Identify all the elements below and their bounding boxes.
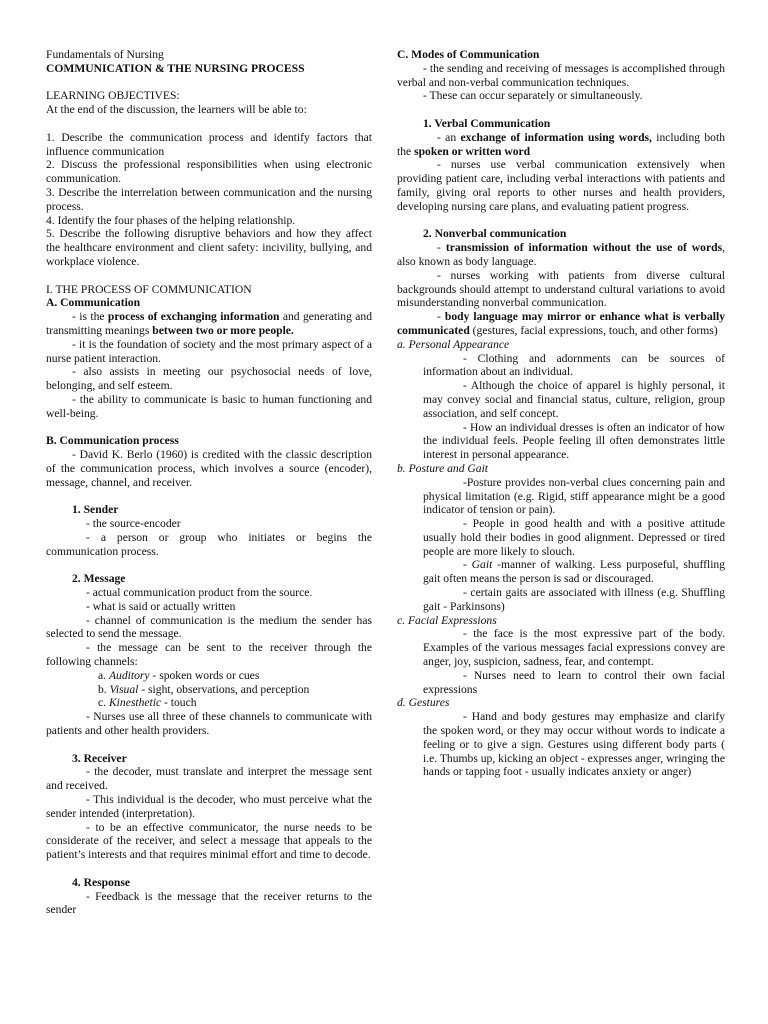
bold-text: body language may mirror or enhance what is verbally communicated [397,310,726,337]
objective-item: 1. Describe the communication process and identify factors that influence communication [46,130,372,158]
text-span: - an [437,130,461,144]
text-span: - sight, observations, and perception [138,682,310,696]
bold-text: process of exchanging information [107,310,280,324]
paragraph: - actual communication product from the source. [86,586,313,600]
paragraph: - the sending and receiving of messages is accomplished through verbal and non-verbal communication techniques. [397,61,725,89]
text-span: and generating and transmitting meanings [46,310,372,337]
item-heading: 3. Receiver [72,751,127,765]
paragraph: - channel of communication is the medium the sender has selected to send the message. [46,613,372,641]
paragraph: - Feedback is the message that the receiver returns to the sender [46,889,372,917]
paragraph: - This individual is the decoder, who must perceive what the sender intended (interpretation). [46,793,372,820]
item-heading: 1. Verbal Communication [423,116,551,130]
paragraph: -Posture provides non-verbal clues concerning pain and physical limitation (e.g. Rigid, stiff appearance might be a good indicator of tension or pain). [423,475,725,517]
paragraph: - Clothing and adornments can be sources of information about an individual. [423,351,725,379]
text-span: b. [98,682,110,696]
italic-text: Kinesthetic [108,696,162,710]
section-heading: I. THE PROCESS OF COMMUNICATION [46,282,252,296]
text-span: a. [98,668,109,682]
subsection-heading: B. Communication process [46,434,179,448]
learning-objectives-heading: LEARNING OBJECTIVES: [46,89,180,103]
subsection-heading: C. Modes of Communication [397,48,540,61]
bold-text: exchange of information using words, [460,130,652,144]
objective-item: 2. Discuss the professional responsibilities when using electronic communication. [46,158,372,186]
paragraph: - Nurses use all three of these channels to communicate with patients and other health providers. [46,710,372,738]
text-span: - [437,310,445,324]
item-heading: 4. Response [72,875,130,889]
text-span: - touch [161,696,197,710]
objective-item: 3. Describe the interrelation between communication and the nursing process. [46,185,372,213]
paragraph: - Hand and body gestures may emphasize and clarify the spoken word, or they may occur without words to indicate a feeling or to give a sign. Gestures using different body parts ( i.e. Thumbs up, kicking an object - expresses anger, wringing the hands or tapping foot - usually indicates anxiety or anger) [423,710,725,779]
paragraph [46,310,372,338]
paragraph: - the decoder, must translate and interpret the message sent and received. [46,765,372,793]
paragraph: - to be an effective communicator, the nurse needs to be considerate of the receiver, and select a message that appeals to the patient’s interests and that requires minimal effort and time to decode. [46,820,372,862]
item-heading: 2. Message [72,572,126,586]
objective-item: 5. Describe the following disruptive behaviors and how they affect the healthcare environment and client safety: incivility, bullying, and workplace violence. [46,227,372,268]
paragraph: - the message can be sent to the receiver through the following channels: [46,641,372,669]
channel-item [46,669,372,683]
paragraph: - certain gaits are associated with illness (e.g. Shuffling gait - Parkinsons) [423,586,725,613]
text-span: - spoken words or cues [149,668,260,682]
text-span: - [463,558,472,572]
paragraph [397,558,725,586]
paragraph: - what is said or actually written [86,599,236,613]
paragraph: - nurses working with patients from diverse cultural backgrounds should attempt to understand cultural variations to avoid misunderstanding nonverbal communication. [397,268,725,310]
text-span: including both the [397,130,725,158]
text-span: (gestures, facial expressions, touch, and other forms) [469,323,718,337]
italic-text: Visual [109,682,139,696]
paragraph: - the source-encoder [86,517,181,531]
text-span: , also known as body language. [397,241,725,268]
topic-label: a. Personal Appearance [397,337,510,351]
paragraph [397,131,725,159]
paragraph: - the face is the most expressive part of the body. Examples of the various messages facial expressions convey are anger, joy, suspicion, sadness, fear, and contempt. [423,627,725,669]
topic-label: b. Posture and Gait [397,461,489,475]
right-column [397,48,725,779]
paragraph: - nurses use verbal communication extensively when providing patient care, including verbal interactions with patients and family, giving oral reports to other nurses and health providers, developing nursing care plans, and evaluating patient progress. [397,158,725,213]
bold-text: spoken or written word [414,144,531,158]
channel-item [46,683,372,697]
subsection-heading: A. Communication [46,296,141,310]
paragraph: - the ability to communicate is basic to human functioning and well-being. [46,392,372,420]
paragraph: - it is the foundation of society and the most primary aspect of a nurse patient interaction. [46,337,372,365]
text-span: - is the [72,310,108,324]
document-title: COMMUNICATION & THE NURSING PROCESS [46,61,305,75]
paragraph: - Although the choice of apparel is highly personal, it may convey social and financial status, culture, religion, group association, and self concept. [423,379,725,420]
paragraph: - David K. Berlo (1960) is credited with the classic description of the communication process, which involves a source (encoder), message, channel, and receiver. [46,448,372,489]
paragraph: - These can occur separately or simultaneously. [423,89,643,103]
objective-item: 4. Identify the four phases of the helping relationship. [46,213,296,227]
paragraph [397,310,725,338]
item-heading: 2. Nonverbal communication [423,227,567,241]
italic-text: Auditory [108,668,150,682]
paragraph: - People in good health and with a positive attitude usually hold their bodies in good alignment. Depressed or tired people are more likely to slouch. [423,517,725,558]
left-column [46,48,372,917]
text-span: -manner of walking. Less purposeful, shuffling gait often means the person is sad or discouraged. [423,558,726,586]
channel-item [46,696,372,710]
paragraph: - How an individual dresses is often an indicator of how the individual feels. People feeling ill often demonstrates little interest in personal appearance. [423,420,725,462]
bold-text: transmission of information without the use of words [445,241,723,255]
paragraph: - also assists in meeting our psychosocial needs of love, belonging, and self esteem. [46,365,372,393]
course-name: Fundamentals of Nursing [46,48,164,61]
italic-text: Gait [471,558,493,572]
learning-objectives-intro: At the end of the discussion, the learners will be able to: [46,103,307,117]
paragraph: - a person or group who initiates or begins the communication process. [46,530,372,558]
text-span: - [437,241,446,255]
item-heading: 1. Sender [72,503,119,517]
paragraph: - Nurses need to learn to control their own facial expressions [423,668,725,696]
bold-text: between two or more people. [152,323,294,337]
paragraph [397,241,725,269]
text-span: c. [98,696,109,710]
topic-label: d. Gestures [397,696,450,710]
topic-label: c. Facial Expressions [397,613,497,627]
